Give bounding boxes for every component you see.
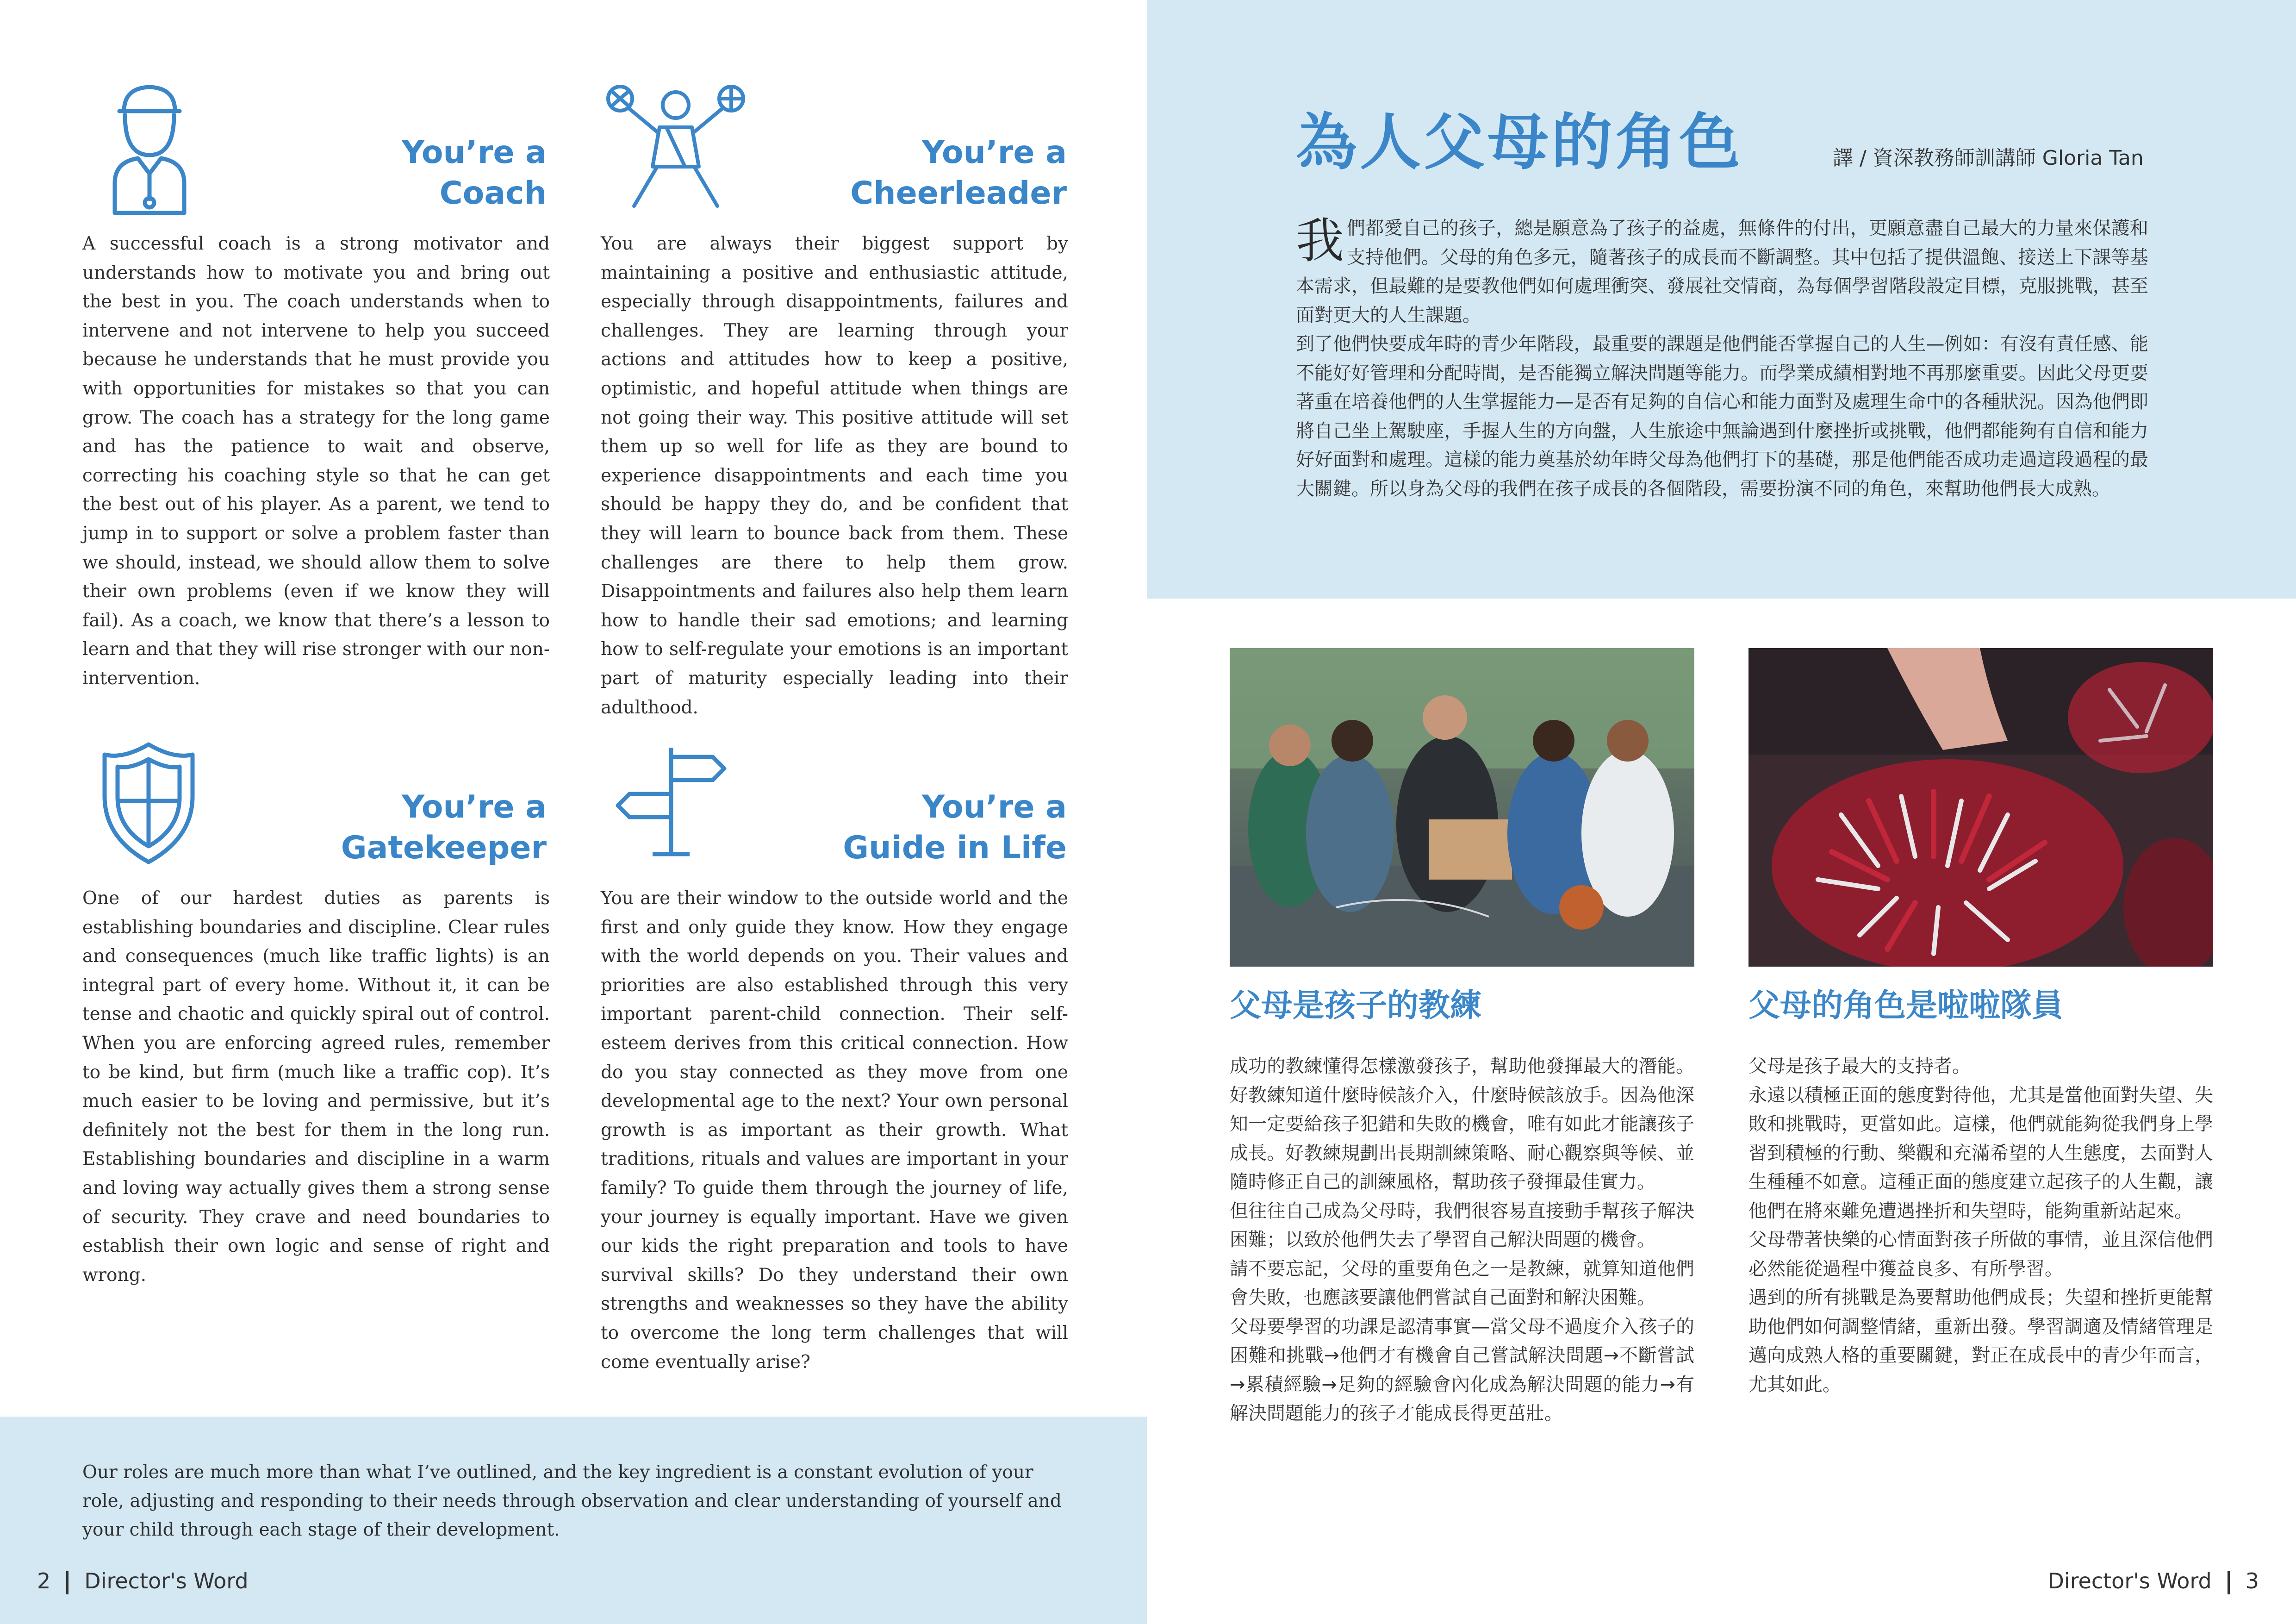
cheerleader-section-text <box>1748 1052 2213 1399</box>
coach-icon <box>106 79 193 218</box>
coach-section-text <box>1230 1052 1694 1428</box>
cheerleader-section-paragraph: 遇到的所有挑戰是為要幫助他們成長；失望和挫折更能幫助他們如何調整情緒，重新出發。學習調適及情緒管理是邁向成熟人格的重要關鍵，對正在成長中的青少年而言，尤其如此。 <box>1748 1287 2213 1395</box>
coach-title-line1: You’re a <box>401 134 547 171</box>
coach-title-line2: Coach <box>439 175 547 212</box>
coach-section-paragraph: 但往往自己成為父母時，我們很容易直接動手幫孩子解決困難；以致於他們失去了學習自己解決問題的機會。 <box>1230 1200 1694 1250</box>
page-number: 3 <box>2245 1568 2259 1593</box>
coach-section-paragraph: 成功的教練懂得怎樣激發孩子，幫助他發揮最大的潛能。好教練知道什麼時候該介入，什麼時候該放手。因為他深知一定要給孩子犯錯和失敗的機會，唯有如此才能讓孩子成長。好教練規劃出長期訓練策略、耐心觀察與等候、並隨時修正自己的訓練風格，幫助孩子發揮最佳實力。 <box>1230 1056 1694 1193</box>
cheerleader-title-line2: Cheerleader <box>850 175 1067 212</box>
page-title: 為人父母的角色 <box>1296 107 1743 178</box>
pompom-photo <box>1748 648 2213 967</box>
cheerleader-body: You are always their biggest support by maintaining a positive and enthusiastic attitude, especially through disappointments, failures and challenges. They are learning through your actions and attitudes how to keep a positive, optimistic, and hopeful attitude when things are not going their way. This positive attitude will set them up so well for life as they are bound to experience disappointments and each time you should be happy they do, and be confident that they will learn to bounce back from them. These challenges are there to help them grow. Disappointments and failures also help them learn how to handle their sad emotions; and learning how to self-regulate your emotions is an important part of maturity especially leading into their adulthood. <box>601 233 1068 718</box>
cheerleader-section-paragraph: 父母是孩子最大的支持者。 <box>1748 1056 1971 1077</box>
right-footer <box>2047 1567 2259 1595</box>
cheerleader-title <box>697 132 1067 214</box>
drop-cap: 我 <box>1296 212 1344 269</box>
closing-text: Our roles are much more than what I’ve outlined, and the key ingredient is a constant evolution of your role, adjusting and responding to their needs through observation and clear understanding of yourself and your child through each stage of their development. <box>82 1462 1062 1540</box>
coach-title <box>269 132 547 214</box>
footer-section: Director's Word <box>84 1568 249 1593</box>
cheerleader-section-heading: 父母的角色是啦啦隊員 <box>1748 987 2064 1024</box>
guide-title-line2: Guide in Life <box>843 830 1067 866</box>
shield-icon <box>100 741 197 866</box>
footer-section: Director's Word <box>2047 1568 2212 1593</box>
page-number: 2 <box>37 1568 51 1593</box>
gatekeeper-title-line1: You’re a <box>401 789 547 825</box>
cheerleader-section-paragraph: 永遠以積極正面的態度對待他，尤其是當他面對失望、失敗和挑戰時，更當如此。這樣，他們就能夠從我們身上學習到積極的行動、樂觀和充滿希望的人生態度，去面對人生種種不如意。這種正面的態度建立起孩子的人生觀，讓他們在將來難免遭遇挫折和失望時，能夠重新站起來。 <box>1748 1084 2213 1222</box>
translator-credit: 譯 / 資深教務師訓講師 Gloria Tan <box>1833 146 2144 170</box>
coach-section-paragraph: 父母要學習的功課是認清事實—當父母不過度介入孩子的困難和挑戰→他們才有機會自己嘗試解決問題→不斷嘗試→累積經驗→足夠的經驗會內化成為解決問題的能力→有解決問題能力的孩子才能成長得更茁壯。 <box>1230 1316 1694 1424</box>
gatekeeper-title <box>223 787 547 868</box>
intro-paragraph-2: 到了他們快要成年時的青少年階段，最重要的課題是他們能否掌握自己的人生—例如：有沒有責任感、能不能好好管理和分配時間，是否能獨立解決問題等能力。而學業成績相對地不再那麼重要。因此父母更要著重在培養他們的人生掌握能力—是否有足夠的自信心和能力面對及處理生命中的各種狀況。因為他們即將自己坐上駕駛座，手握人生的方向盤，人生旅途中無論遇到什麼挫折或挑戰，他們都能夠有自信和能力好好面對和處理。這樣的能力奠基於幼年時父母為他們打下的基礎，那是他們能否成功走過這段過程的最大關鍵。所以身為父母的我們在孩子成長的各個階段，需要扮演不同的角色，來幫助他們長大成熟。 <box>1296 333 2148 500</box>
intro-paragraph-1 <box>1296 214 2148 330</box>
guide-title <box>697 787 1067 868</box>
intro-paragraph-1-text: 們都愛自己的孩子，總是願意為了孩子的益處，無條件的付出，更願意盡自己最大的力量來保護和支持他們。父母的角色多元，隨著孩子的成長而不斷調整。其中包括了提供溫飽、接送上下課等基本需求，但最難的是要教他們如何處理衝突、發展社交情商，為每個學習階段設定目標，克服挑戰，甚至面對更大的人生課題。 <box>1296 218 2148 326</box>
coach-body: A successful coach is a strong motivator and understands how to motivate you and bring out the best in you. The coach understands when to intervene and not intervene to help you succeed because he understands that he must provide you with opportunities for mistakes so that you can grow. The coach has a strategy for the long game and has the patience to wait and observe, correcting his coaching style so that he can get the best out of his player. As a parent, we tend to jump in to support or solve a problem faster than we should, instead, we should allow them to solve their own problems (even if we know they will fail). As a coach, we know that there’s a lesson to learn and that they will rise stronger with our non-intervention. <box>82 233 550 689</box>
coach-section-paragraph: 請不要忘記，父母的重要角色之一是教練，就算知道他們會失敗，也應該要讓他們嘗試自己面對和解決困難。 <box>1230 1258 1694 1308</box>
basketball-team-photo <box>1230 648 1694 967</box>
cheerleader-title-line1: You’re a <box>921 134 1067 171</box>
cheerleader-section-paragraph: 父母帶著快樂的心情面對孩子所做的事情，並且深信他們必然能從過程中獲益良多、有所學習。 <box>1748 1229 2213 1280</box>
coach-section-heading: 父母是孩子的教練 <box>1230 987 1482 1024</box>
gatekeeper-title-line2: Gatekeeper <box>341 830 547 866</box>
left-footer <box>37 1567 249 1595</box>
gatekeeper-body: One of our hardest duties as parents is establishing boundaries and discipline. Clear rules and consequences (much like traffic lights) is an integral part of every home. Without it, it can be tense and chaotic and quickly spiral out of control. When you are enforcing agreed rules, remember to be kind, but firm (much like a traffic cop). It’s much easier to be loving and permissive, but it’s definitely not the best for them in the long run. Establishing boundaries and discipline in a warm and loving way actually gives them a strong sense of security. They crave and need boundaries to establish their own logic and sense of right and wrong. <box>82 888 550 1286</box>
footer-divider <box>66 1571 68 1594</box>
guide-title-line1: You’re a <box>921 789 1067 825</box>
intro-text <box>1296 214 2148 503</box>
footer-divider <box>2228 1571 2230 1594</box>
guide-body: You are their window to the outside world and the first and only guide they know. How they engage with the world depends on you. Their values and priorities are also established through this very important parent-child connection. Their self-esteem derives from this critical connection. How do you stay connected as they move from one developmental age to the next? Your own personal growth is as important as their growth. What traditions, rituals and values are important in your family? To guide them through the journey of life, your journey is equally important. Have we given our kids the right preparation and tools to have survival skills? Do they understand their own strengths and weaknesses so they have the ability to overcome the long term challenges that will come eventually arise? <box>601 888 1068 1373</box>
